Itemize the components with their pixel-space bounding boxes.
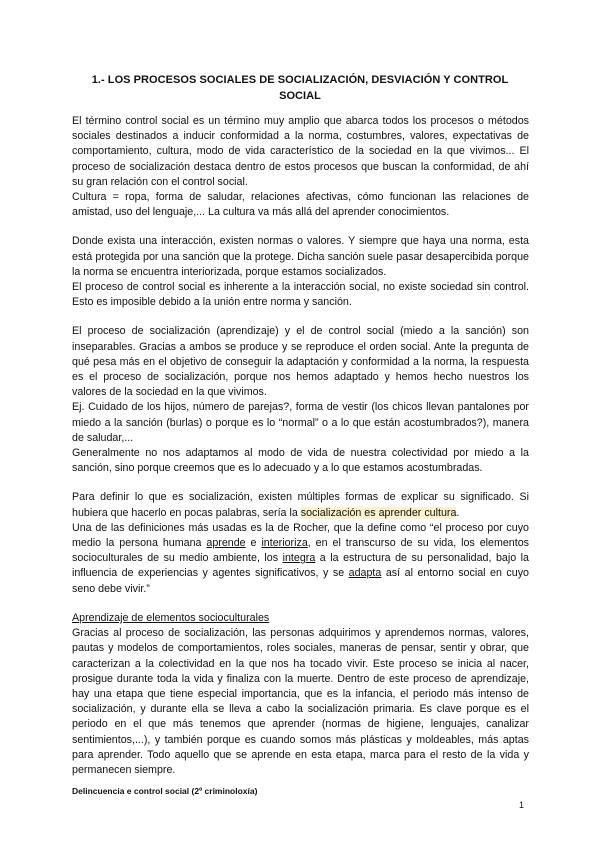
- section-title: 1.- LOS PROCESOS SOCIALES DE SOCIALIZACIÓN, DESVIACIÓN Y CONTROL SOCIAL: [91, 74, 509, 102]
- paragraph-cultura: Cultura = ropa, forma de saludar, relaciones afectivas, cómo funcionan las relaciones de amistad, uso del lenguaje,... La cultura va más allá del aprender conocimientos.: [72, 191, 529, 219]
- paragraph-inseparables: El proceso de socialización (aprendizaje) y el de control social (miedo a la sanción) son inseparables. Gracias a ambos se produce y se reproduce el orden social. Ante la pregunta de qué pesa más en el objetivo de conseguir la adaptación y conformidad a la norma, la respuesta es el proceso de socialización, porque nos hemos adaptado y hemos hecho nuestros los valores de la sociedad en la que vivimos.: [72, 325, 529, 399]
- paragraph-rocher: Una de las definiciones más usadas es la de Rocher, que la define como “el proceso por cuyo medio la persona humana aprende e interioriza, en el transcurso de su vida, los elementos socioculturales de su medio ambiente, los integra a la estructura de su personalidad, bajo la influencia de experiencias y agentes significativos, y se adapta así al entorno social en cuyo seno debe vivir.”: [72, 521, 529, 595]
- subheading: Aprendizaje de elementos socioculturales: [72, 611, 270, 624]
- underlined-integra: integra: [282, 552, 316, 565]
- underlined-adapta: adapta: [348, 567, 382, 580]
- underlined-aprende: aprende: [206, 537, 246, 550]
- page-footer: Delincuencia e control social (2º criminoloxía): [72, 786, 258, 796]
- paragraph-definicion: Para definir lo que es socialización, existen múltiples formas de explicar su significado. Si hubiera que hacerlo en pocas palabras, sería la socialización es aprender cultura.: [72, 491, 529, 519]
- paragraph-normas: Donde exista una interacción, existen normas o valores. Y siempre que haya una norma, esta está protegida por una sanción que la protege. Dicha sanción suele pasar desapercibida porque la norma se encuentra interiorizada, porque estamos socializados.: [72, 235, 529, 278]
- paragraph-adaptacion: Generalmente no nos adaptamos al modo de vida de nuestra colectividad por miedo a la sanción, sino porque creemos que es lo adecuado y a lo que estamos acostumbradas.: [72, 447, 529, 475]
- paragraph-control-social: El término control social es un término muy amplio que abarca todos los procesos o métodos sociales destinados a inducir conformidad a la norma, costumbres, valores, expectativas de comportamiento, cultura, modo de vida característico de la sociedad en la que vivimos... El proceso de socialización destaca dentro de estos procesos que buscan la conformidad, de ahí su gran relación con el control social.: [72, 115, 529, 188]
- paragraph-inherente: El proceso de control social es inherente a la interacción social, no existe sociedad sin control. Esto es imposible debido a la unión entre norma y sanción.: [72, 281, 529, 309]
- document-body: [72, 114, 529, 778]
- paragraph-aprendizaje: Gracias al proceso de socialización, las personas adquirimos y aprendemos normas, valores, pautas y modelos de comportamientos, roles sociales, maneras de pensar, sentir y obrar, que caracterizan a la colectividad en la que nos ha tocado vivir. Este proceso se inicia al nacer, prosigue durante toda la vida y finaliza con la muerte. Dentro de este proceso de aprendizaje, hay una etapa que tiene especial importancia, que es la infancia, el periodo más intenso de socialización, y durante ella se lleva a cabo la socialización primaria. Es clave porque es el periodo en el que más tenemos que aprender (normas de higiene, lenguajes, canalizar sentimientos,...), y también porque es cuando somos más plásticas y moldeables, más aptas para aprender. Todo aquello que se aprende en esta etapa, marca para el resto de la vida y permanecen siempre.: [72, 627, 529, 776]
- highlighted-definition: socialización es aprender cultura: [300, 506, 457, 519]
- page-number: 1: [519, 800, 525, 810]
- paragraph-ejemplo: Ej. Cuidado de los hijos, número de parejas?, forma de vestir (los chicos llevan pantalones por miedo a la sanción (burlas) o porque es lo “normal” o a lo que están acostumbrados?), manera de saludar,...: [72, 401, 529, 444]
- underlined-interioriza: interioriza: [261, 537, 308, 550]
